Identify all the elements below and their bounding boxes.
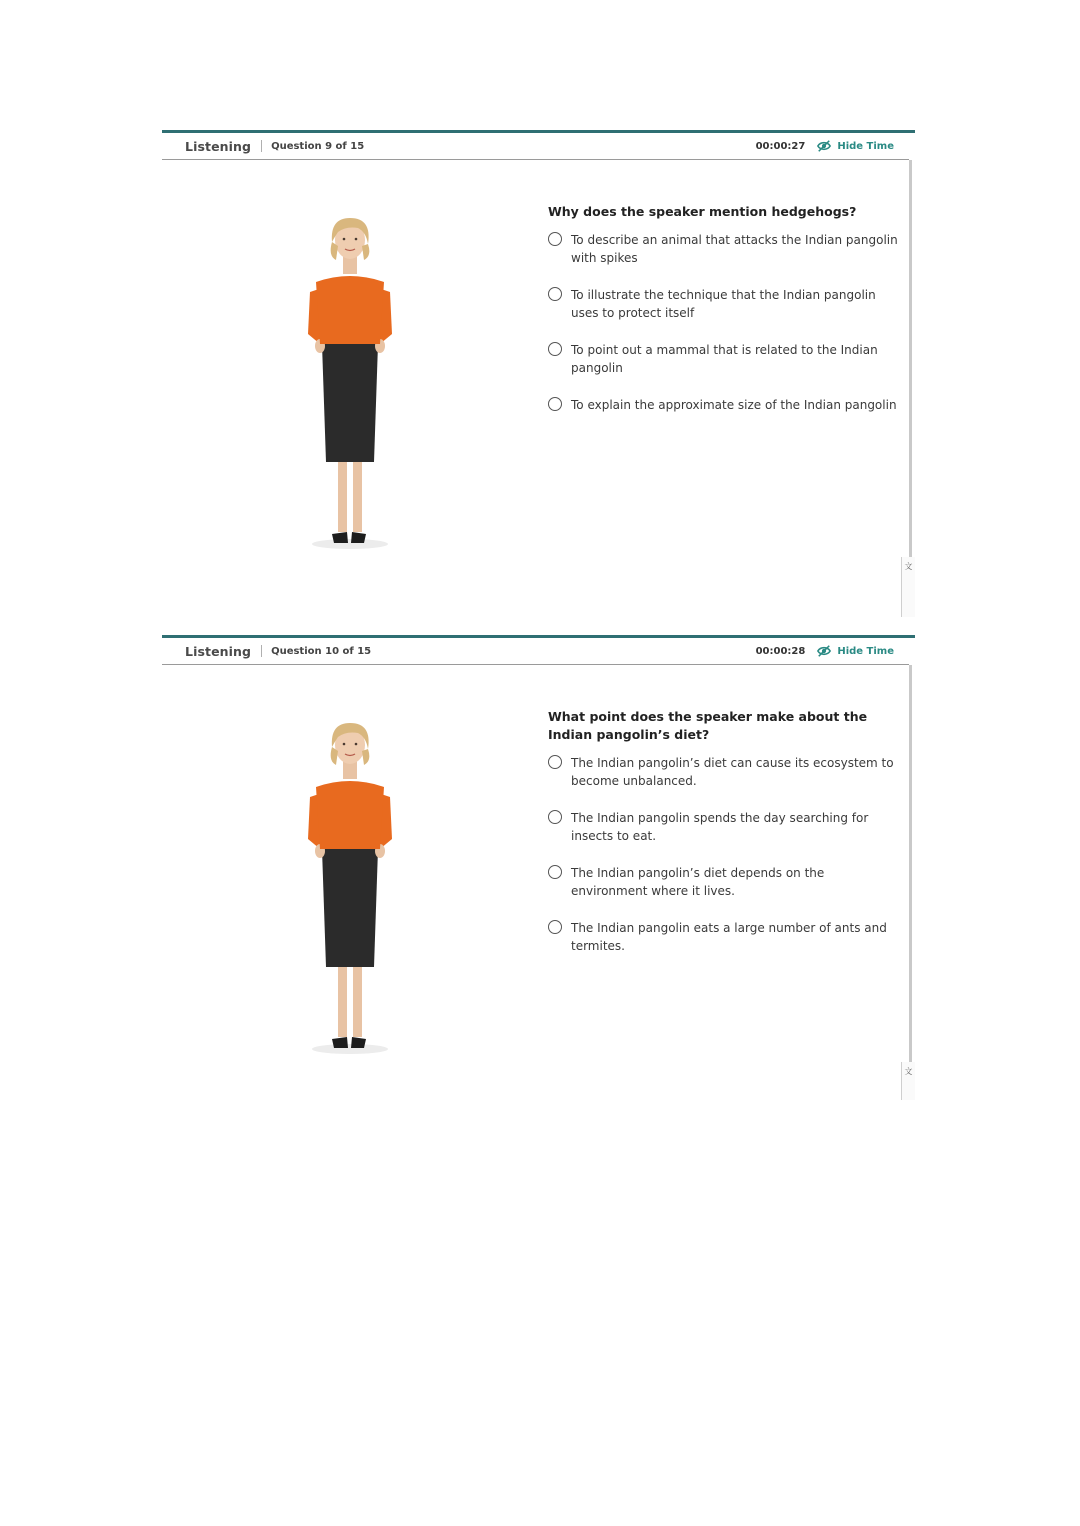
test-header <box>162 638 909 665</box>
test-screen-question-9 <box>162 130 915 595</box>
timer: 00:00:28 <box>755 645 806 657</box>
eye-slash-icon[interactable] <box>817 644 831 658</box>
radio-button[interactable] <box>548 232 562 246</box>
hide-time-button[interactable]: Hide Time <box>837 645 894 657</box>
answer-option-text: To illustrate the technique that the Indian pangolin uses to protect itself <box>571 288 876 320</box>
translate-side-tab[interactable]: 文 <box>901 557 915 617</box>
answer-option-text: The Indian pangolin spends the day searching for insects to eat. <box>571 811 869 843</box>
question-text: What point does the speaker make about the Indian pangolin’s diet? <box>548 709 868 742</box>
scrollbar[interactable] <box>909 160 912 560</box>
answer-option-4[interactable] <box>548 919 898 955</box>
header-divider <box>261 140 262 152</box>
question-counter: Question 9 of 15 <box>271 140 365 152</box>
answer-option-3[interactable] <box>548 341 898 377</box>
timer: 00:00:27 <box>755 140 806 152</box>
radio-button[interactable] <box>548 865 562 879</box>
radio-button[interactable] <box>548 755 562 769</box>
answer-option-1[interactable] <box>548 231 898 267</box>
translate-side-tab[interactable]: 文 <box>901 1062 915 1100</box>
test-header <box>162 133 909 160</box>
radio-button[interactable] <box>548 920 562 934</box>
answer-option-text: The Indian pangolin eats a large number of ants and termites. <box>571 921 887 953</box>
answer-option-text: The Indian pangolin’s diet can cause its ecosystem to become unbalanced. <box>571 756 894 788</box>
answer-option-text: To explain the approximate size of the Indian pangolin <box>571 398 897 412</box>
answer-option-text: The Indian pangolin’s diet depends on the environment where it lives. <box>571 866 825 898</box>
radio-button[interactable] <box>548 342 562 356</box>
question-counter: Question 10 of 15 <box>271 645 372 657</box>
radio-button[interactable] <box>548 810 562 824</box>
header-divider <box>261 645 262 657</box>
answer-option-2[interactable] <box>548 809 898 845</box>
answer-option-1[interactable] <box>548 754 898 790</box>
answer-option-text: To point out a mammal that is related to the Indian pangolin <box>571 343 878 375</box>
test-screen-question-10 <box>162 635 915 1100</box>
question-panel <box>548 203 898 433</box>
speaker-avatar-image <box>280 212 420 557</box>
section-title: Listening <box>185 643 252 659</box>
section-title: Listening <box>185 138 252 154</box>
hide-time-button[interactable]: Hide Time <box>837 140 894 152</box>
answer-option-text: To describe an animal that attacks the Indian pangolin with spikes <box>571 233 898 265</box>
answer-option-4[interactable] <box>548 396 898 414</box>
question-text: Why does the speaker mention hedgehogs? <box>548 204 857 219</box>
answer-option-2[interactable] <box>548 286 898 322</box>
radio-button[interactable] <box>548 287 562 301</box>
speaker-avatar-image <box>280 717 420 1062</box>
scrollbar[interactable] <box>909 665 912 1065</box>
question-panel <box>548 708 898 974</box>
radio-button[interactable] <box>548 397 562 411</box>
eye-slash-icon[interactable] <box>817 139 831 153</box>
answer-option-3[interactable] <box>548 864 898 900</box>
